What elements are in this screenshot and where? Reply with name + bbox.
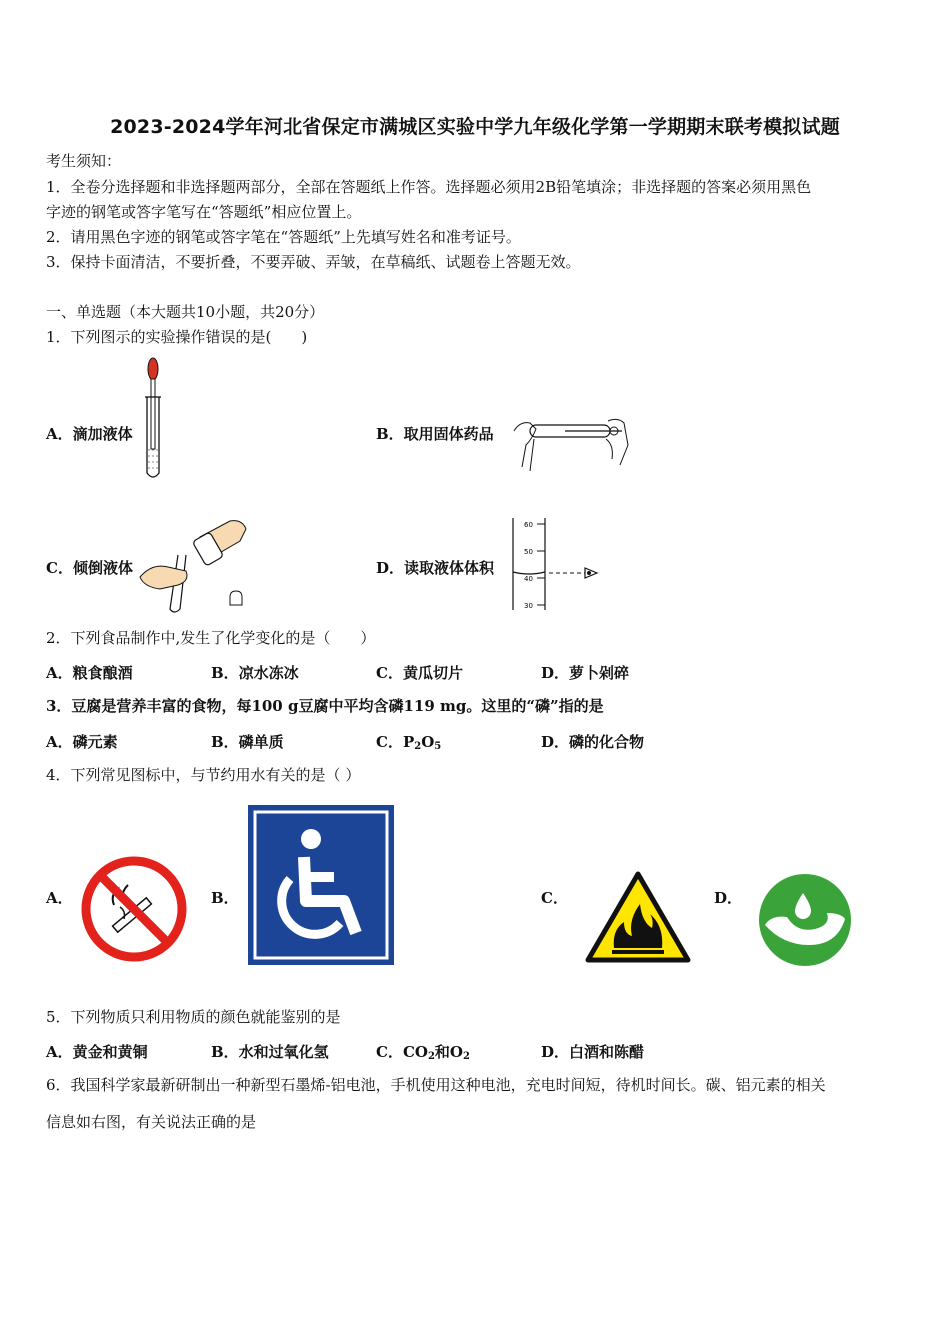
- q1-option-c: C．倾倒液体: [46, 559, 133, 577]
- q4-option-c: C．: [541, 889, 568, 907]
- wheelchair-icon: [248, 805, 394, 965]
- water-saving-icon: [757, 873, 853, 967]
- q1-option-a: A．滴加液体: [46, 425, 133, 443]
- q3-option-d: D．磷的化合物: [541, 733, 645, 751]
- q4-option-b: B．: [211, 889, 239, 907]
- dropper-tube-figure: [135, 355, 175, 483]
- q2-option-a: A．粮食酿酒: [46, 664, 133, 682]
- notice-line-3: 3．保持卡面清洁，不要折叠，不要弄破、弄皱，在草稿纸、试题卷上答题无效。: [46, 253, 581, 271]
- notice-line-2: 2．请用黑色字迹的钢笔或答字笔在“答题纸”上先填写姓名和准考证号。: [46, 228, 521, 246]
- flammable-warning-icon: [584, 870, 692, 964]
- no-smoking-icon: [80, 855, 188, 963]
- q5-option-d: D．白酒和陈醋: [541, 1043, 645, 1061]
- cylinder-reading-figure: [505, 518, 605, 613]
- q3-stem: 3．豆腐是营养丰富的食物，每100 g豆腐中平均含磷119 mg。这里的“磷”指的是: [46, 697, 604, 715]
- scale-label: 50: [524, 548, 533, 556]
- q6-line-1: 6．我国科学家最新研制出一种新型石墨烯-铝电池，手机使用这种电池，充电时间短，待机时间长。碳、铝元素的相关: [46, 1076, 826, 1094]
- q5-stem: 5．下列物质只利用物质的颜色就能鉴别的是: [46, 1008, 341, 1026]
- q4-option-d: D．: [714, 889, 743, 907]
- scale-label: 40: [524, 575, 533, 583]
- q4-stem: 4．下列常见图标中，与节约用水有关的是（ ）: [46, 766, 361, 784]
- q5-option-a: A．黄金和黄铜: [46, 1043, 148, 1061]
- notice-line-1a: 1．全卷分选择题和非选择题两部分，全部在答题纸上作答。选择题必须用2B铅笔填涂；非选择题的答案必须用黑色: [46, 178, 812, 196]
- scale-label: 30: [524, 602, 533, 610]
- pouring-liquid-figure: [138, 515, 248, 613]
- q2-option-c: C．黄瓜切片: [376, 664, 463, 682]
- scale-label: 60: [524, 521, 533, 529]
- q2-stem: 2．下列食品制作中,发生了化学变化的是（ ）: [46, 629, 376, 647]
- q1-option-b: B．取用固体药品: [376, 425, 494, 443]
- q5-option-b: B．水和过氧化氢: [211, 1043, 329, 1061]
- notice-heading: 考生须知：: [46, 152, 122, 170]
- q5-option-c: C．$CO_2$和$O_2$: [376, 1043, 470, 1062]
- q2-option-d: D．萝卜剁碎: [541, 664, 630, 682]
- q3-option-c: C．$P_2O_5$: [376, 733, 442, 752]
- page-title: 2023-2024学年河北省保定市满城区实验中学九年级化学第一学期期末联考模拟试题: [110, 116, 840, 138]
- section-heading: 一、单选题（本大题共10小题，共20分）: [46, 303, 325, 321]
- q4-option-a: A．: [46, 889, 73, 907]
- q3-option-b: B．磷单质: [211, 733, 284, 751]
- notice-line-1b: 字迹的钢笔或答字笔写在“答题纸”相应位置上。: [46, 203, 362, 221]
- q1-stem: 1．下列图示的实验操作错误的是( ): [46, 328, 308, 346]
- q3-option-a: A．磷元素: [46, 733, 118, 751]
- solid-sampling-figure: [510, 415, 630, 477]
- q2-option-b: B．凉水冻冰: [211, 664, 299, 682]
- q6-line-2: 信息如右图，有关说法正确的是: [46, 1113, 257, 1131]
- q1-option-d: D．读取液体体积: [376, 559, 495, 577]
